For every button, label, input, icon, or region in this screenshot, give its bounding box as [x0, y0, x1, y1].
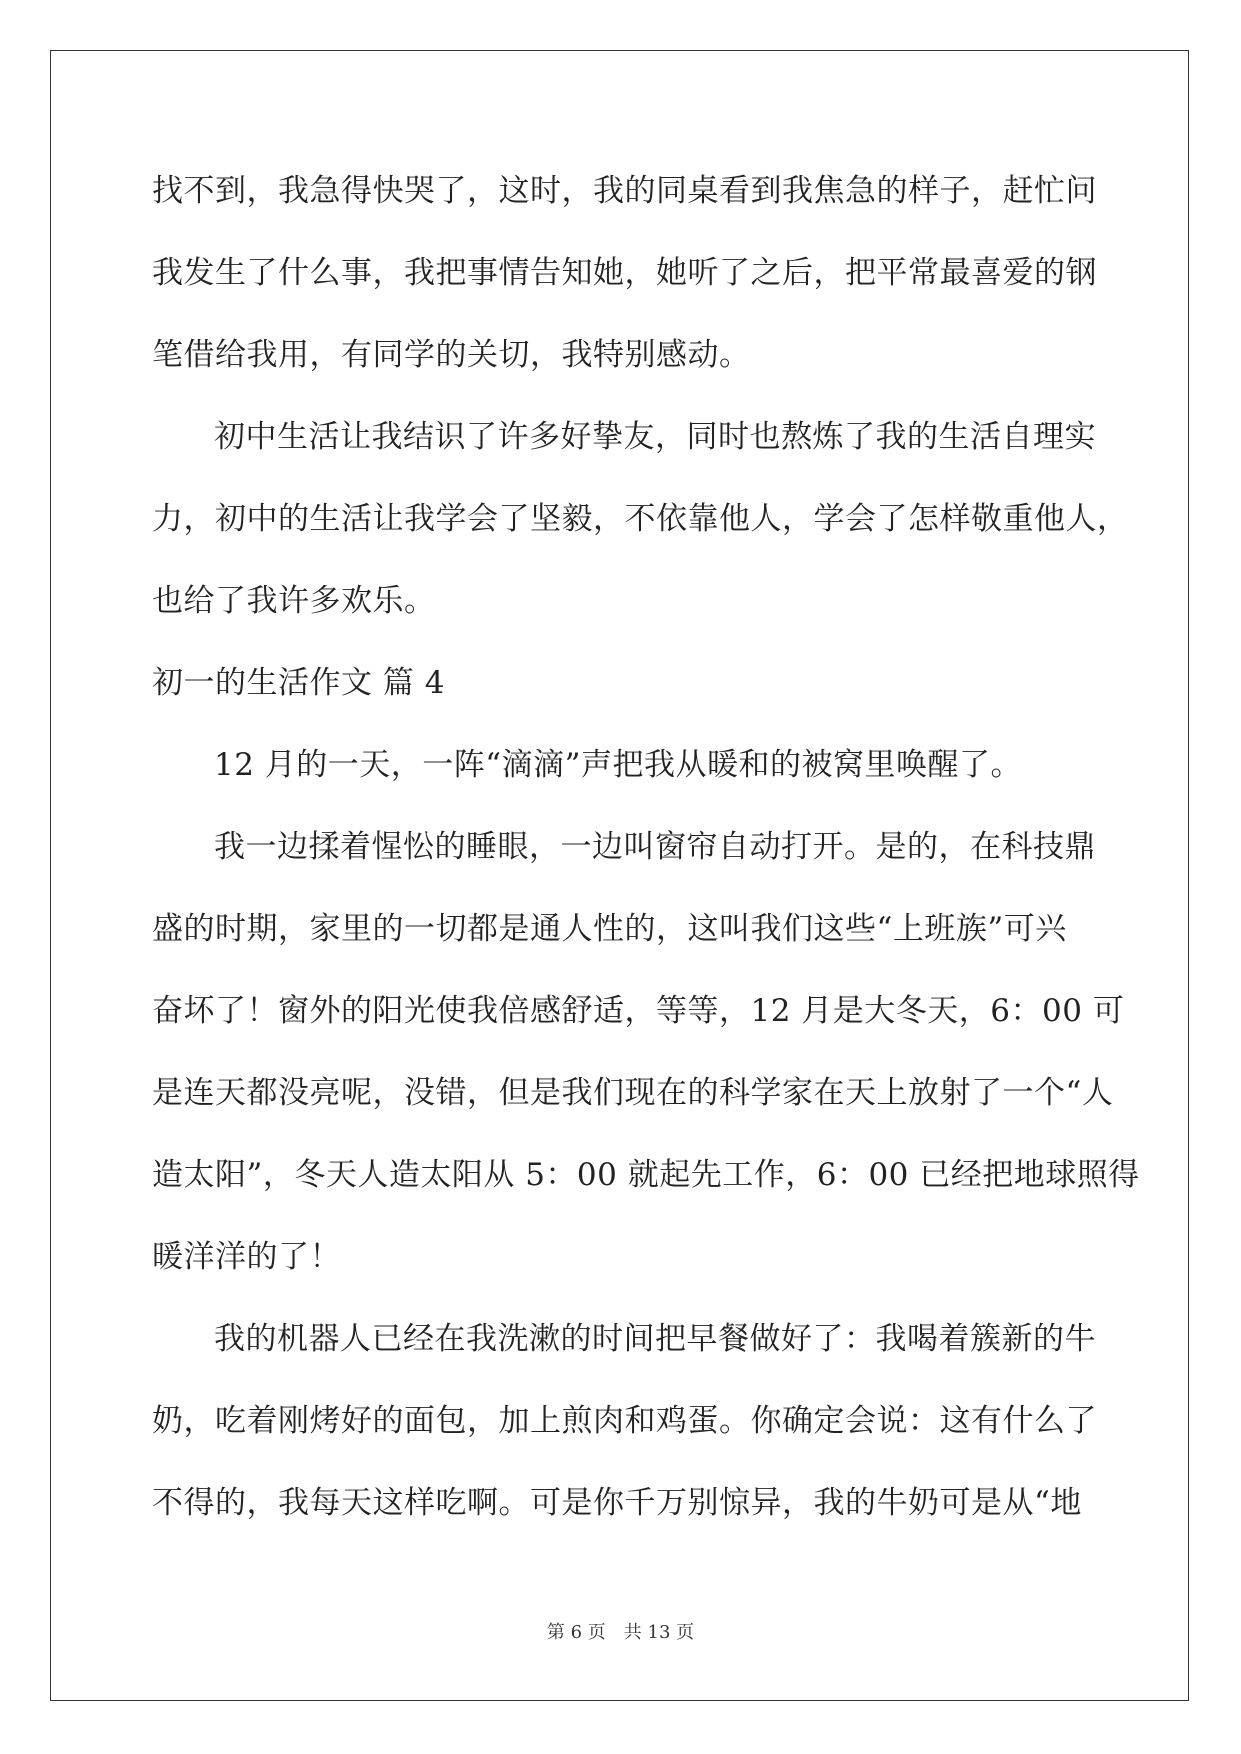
- section-heading: 初一的生活作文 篇 4: [152, 665, 445, 701]
- text-line: 力，初中的生活让我学会了坚毅，不依靠他人，学会了怎样敬重他人，: [152, 501, 1129, 537]
- page-footer: [0, 1618, 1241, 1644]
- page-number-current: 第 6 页: [546, 1622, 606, 1643]
- text-line: 造太阳”，冬天人造太阳从 5：00 就起先工作，6：00 已经把地球照得: [152, 1157, 1140, 1193]
- text-line: 奋坏了！窗外的阳光使我倍感舒适，等等，12 月是大冬天，6：00 可: [152, 993, 1125, 1029]
- text-line: 我的机器人已经在我洗漱的时间把早餐做好了：我喝着簇新的牛: [214, 1321, 1096, 1357]
- text-line: 盛的时期，家里的一切都是通人性的，这叫我们这些“上班族”可兴: [152, 911, 1067, 947]
- text-line: 笔借给我用，有同学的关切，我特别感动。: [152, 337, 751, 373]
- text-line: 我发生了什么事，我把事情告知她，她听了之后，把平常最喜爱的钢: [152, 255, 1097, 291]
- text-line: 是连天都没亮呢，没错，但是我们现在的科学家在天上放射了一个“人: [152, 1075, 1114, 1111]
- text-line: 奶，吃着刚烤好的面包，加上煎肉和鸡蛋。你确定会说：这有什么了: [152, 1403, 1097, 1439]
- document-body: [152, 160, 1140, 1554]
- page-number-total: 共 13 页: [623, 1622, 695, 1643]
- text-line: 找不到，我急得快哭了，这时，我的同桌看到我焦急的样子，赶忙问: [152, 173, 1097, 209]
- text-line: 不得的，我每天这样吃啊。可是你千万别惊异，我的牛奶可是从“地: [152, 1485, 1082, 1521]
- text-line: 也给了我许多欢乐。: [152, 583, 436, 619]
- text-line: 我一边揉着惺忪的睡眼，一边叫窗帘自动打开。是的，在科技鼎: [214, 829, 1096, 865]
- text-line: 初中生活让我结识了许多好挚友，同时也熬炼了我的生活自理实: [214, 419, 1096, 455]
- text-line: 12 月的一天，一阵“滴滴”声把我从暖和的被窝里唤醒了。: [214, 747, 1022, 783]
- text-line: 暖洋洋的了！: [152, 1239, 341, 1275]
